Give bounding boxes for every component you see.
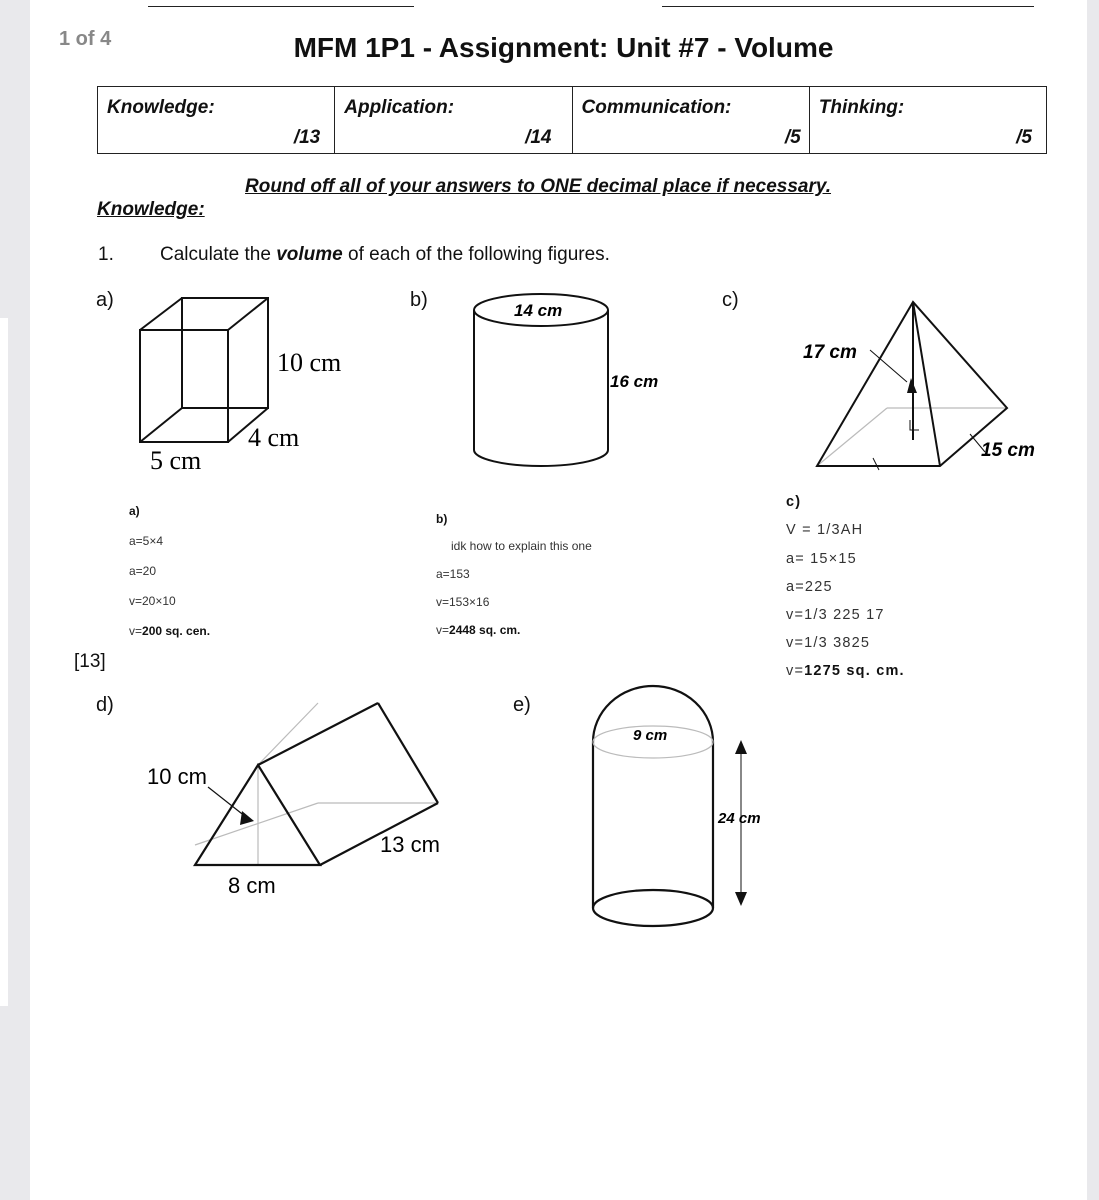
category-label: Communication: <box>581 97 732 118</box>
question-emphasis: volume <box>276 244 343 265</box>
figure-e-capsule <box>585 682 785 932</box>
question-number: 1. <box>98 244 114 265</box>
answer-c-line: a=225 <box>786 579 833 595</box>
answer-c-line: v=1/3 3825 <box>786 635 871 651</box>
figure-d-triangular-prism <box>140 695 470 895</box>
figure-b-diameter: 14 cm <box>514 301 563 320</box>
category-score: /13 <box>293 127 321 148</box>
section-heading: Knowledge: <box>97 199 205 220</box>
figure-a-height: 10 cm <box>277 348 342 377</box>
answer-b-line: v=153×16 <box>436 595 490 609</box>
category-label: Knowledge: <box>107 97 215 118</box>
answer-c-final: v=1275 sq. cm. <box>786 663 905 679</box>
date-line <box>148 6 414 7</box>
figure-d-side: 10 cm <box>147 764 207 789</box>
answer-c-line: v=1/3 225 17 <box>786 607 885 623</box>
figure-e-label: e) <box>513 694 531 716</box>
rounding-instruction: Round off all of your answers to ONE decimal place if necessary. <box>245 176 832 197</box>
answer-b-label: b) <box>436 512 448 526</box>
answer-a-line: a=5×4 <box>129 534 164 548</box>
figure-a-label: a) <box>96 289 114 311</box>
figure-d-base: 8 cm <box>228 873 276 895</box>
marks-cell-thinking <box>809 87 1046 154</box>
answer-c-line: V = 1/3AH <box>786 522 864 538</box>
answer-c-label: c) <box>786 494 802 510</box>
answer-a-label: a) <box>129 504 140 518</box>
figure-c-label: c) <box>722 289 739 311</box>
answer-a-final: v=200 sq. cen. <box>129 624 211 638</box>
answer-b-final: v=2448 sq. cm. <box>436 623 521 637</box>
figure-b-label: b) <box>410 289 428 311</box>
figure-b-cylinder <box>466 290 686 475</box>
marks-cell-knowledge <box>98 87 335 154</box>
category-score: /14 <box>525 127 552 148</box>
category-label: Application: <box>344 97 455 118</box>
figure-a-depth: 4 cm <box>248 423 300 452</box>
name-line <box>662 6 1034 7</box>
figure-e-height: 24 cm <box>718 810 761 827</box>
marks-total: [13] <box>74 651 106 672</box>
marks-table <box>97 86 1047 154</box>
answer-b-line: a=153 <box>436 567 470 581</box>
figure-b-height: 16 cm <box>610 372 659 391</box>
figure-d-length: 13 cm <box>380 832 440 857</box>
page-indicator: 1 of 4 <box>59 28 112 50</box>
answer-c-line: a= 15×15 <box>786 551 857 567</box>
figure-d-label: d) <box>96 694 114 716</box>
answer-a-line: v=20×10 <box>129 594 176 608</box>
category-score: /5 <box>784 127 801 148</box>
category-label: Thinking: <box>818 97 905 118</box>
answer-a-line: a=20 <box>129 564 157 578</box>
figure-c-slant: 17 cm <box>803 342 857 363</box>
figure-c-pyramid <box>795 290 1055 475</box>
answer-b-note: idk how to explain this one <box>451 539 592 553</box>
page-edge <box>0 318 8 1006</box>
category-score: /5 <box>1016 127 1032 148</box>
marks-cell-communication <box>572 87 809 154</box>
page-title: MFM 1P1 - Assignment: Unit #7 - Volume <box>293 32 834 63</box>
marks-cell-application <box>335 87 572 154</box>
figure-e-diameter: 9 cm <box>633 727 668 744</box>
figure-c-base: 15 cm <box>981 440 1035 461</box>
question-text: Calculate the volume of each of the following figures. <box>160 244 610 265</box>
figure-a-prism <box>120 290 360 480</box>
figure-a-width: 5 cm <box>150 446 202 475</box>
